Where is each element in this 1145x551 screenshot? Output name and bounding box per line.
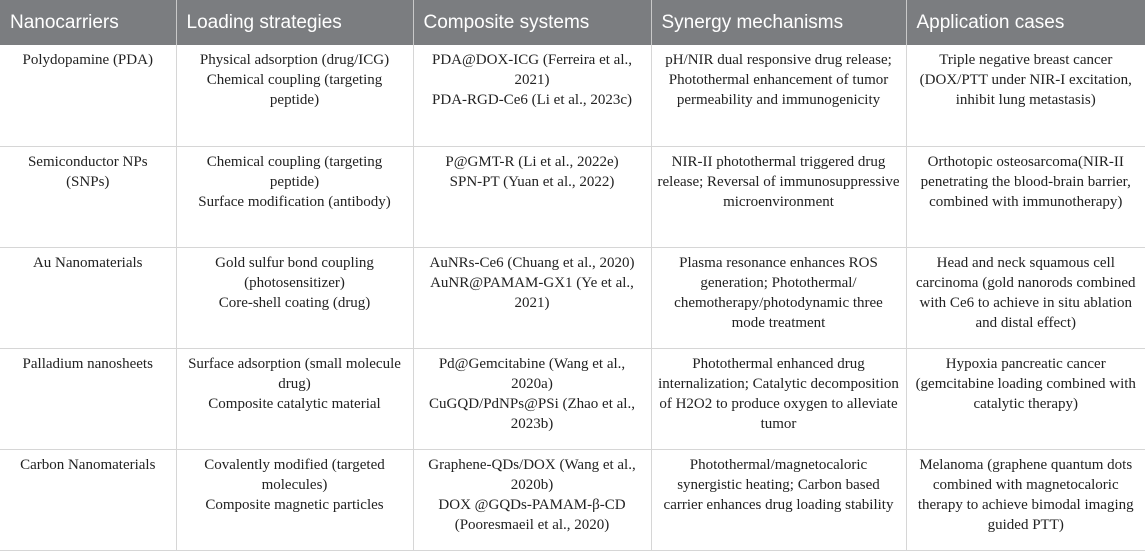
loading-line: Surface adsorption (small molecule drug)	[188, 355, 401, 392]
composite-line: PDA-RGD-Ce6 (Li et al., 2023c)	[432, 92, 632, 108]
cell-synergy: Photothermal/magnetocaloric synergistic heating; Carbon based carrier enhances drug loading stability	[651, 449, 906, 550]
table-row	[0, 449, 1145, 550]
cell-synergy: Photothermal enhanced drug internalization; Catalytic decomposition of H2O2 to produce oxygen to alleviate tumor	[651, 348, 906, 449]
composite-line: DOX @GQDs-PAMAM-β-CD (Pooresmaeil et al., 2020)	[438, 496, 626, 533]
table-row	[0, 146, 1145, 247]
cell-application: Melanoma (graphene quantum dots combined with magnetocaloric therapy to achieve bimodal imaging guided PTT)	[906, 449, 1145, 550]
cell-composite	[413, 146, 651, 247]
cell-composite	[413, 45, 651, 146]
loading-line: Chemical coupling (targeting peptide)	[206, 72, 383, 108]
composite-line: Graphene-QDs/DOX (Wang et al., 2020b)	[428, 456, 636, 493]
cell-nanocarrier: Semiconductor NPs (SNPs)	[0, 146, 176, 247]
loading-line: Gold sulfur bond coupling (photosensitizer)	[215, 254, 374, 291]
cell-composite	[413, 449, 651, 550]
loading-line: Physical adsorption (drug/ICG)	[199, 52, 390, 68]
table-row	[0, 45, 1145, 146]
cell-nanocarrier: Carbon Nanomaterials	[0, 449, 176, 550]
cell-application: Hypoxia pancreatic cancer (gemcitabine loading combined with catalytic therapy)	[906, 348, 1145, 449]
cell-application: Orthotopic osteosarcoma(NIR-II penetrating the blood-brain barrier, combined with immunotherapy)	[906, 146, 1145, 247]
composite-line: SPN-PT (Yuan et al., 2022)	[449, 173, 615, 190]
composite-line: AuNRs-Ce6 (Chuang et al., 2020)	[429, 254, 635, 271]
composite-line: AuNR@PAMAM-GX1 (Ye et al., 2021)	[430, 274, 634, 311]
header-synergy-mechanisms: Synergy mechanisms	[651, 0, 906, 45]
header-nanocarriers: Nanocarriers	[0, 0, 176, 45]
composite-line: P@GMT-R (Li et al., 2022e)	[445, 153, 619, 170]
cell-composite	[413, 348, 651, 449]
cell-nanocarrier: Palladium nanosheets	[0, 348, 176, 449]
cell-loading	[176, 449, 413, 550]
header-loading-strategies: Loading strategies	[176, 0, 413, 45]
cell-composite	[413, 247, 651, 348]
loading-line: Covalently modified (targeted molecules)	[204, 456, 385, 493]
header-application-cases: Application cases	[906, 0, 1145, 45]
loading-line: Composite catalytic material	[208, 395, 381, 412]
cell-synergy: NIR-II photothermal triggered drug release; Reversal of immunosuppressive microenvironment	[651, 146, 906, 247]
cell-loading	[176, 247, 413, 348]
cell-application: Triple negative breast cancer (DOX/PTT under NIR-I excitation, inhibit lung metastasis)	[906, 45, 1145, 146]
loading-line: Core-shell coating (drug)	[218, 294, 371, 311]
header-composite-systems: Composite systems	[413, 0, 651, 45]
table-header	[0, 0, 1145, 45]
cell-loading	[176, 146, 413, 247]
cell-nanocarrier: Au Nanomaterials	[0, 247, 176, 348]
loading-line: Composite magnetic particles	[205, 496, 384, 513]
loading-line: Surface modification (antibody)	[198, 193, 391, 210]
cell-nanocarrier: Polydopamine (PDA)	[0, 45, 176, 146]
table-row	[0, 348, 1145, 449]
cell-synergy: pH/NIR dual responsive drug release; Photothermal enhancement of tumor permeability and immunogenicity	[651, 45, 906, 146]
header-row	[0, 0, 1145, 45]
cell-synergy: Plasma resonance enhances ROS generation; Photothermal/ chemotherapy/photodynamic three mode treatment	[651, 247, 906, 348]
cell-application: Head and neck squamous cell carcinoma (gold nanorods combined with Ce6 to achieve in situ ablation and distal effect)	[906, 247, 1145, 348]
cell-loading	[176, 348, 413, 449]
composite-line: Pd@Gemcitabine (Wang et al., 2020a)	[438, 355, 626, 392]
cell-loading	[176, 45, 413, 146]
table-row	[0, 247, 1145, 348]
composite-line: CuGQD/PdNPs@PSi (Zhao et al., 2023b)	[429, 395, 635, 432]
table-body	[0, 45, 1145, 550]
loading-line: Chemical coupling (targeting peptide)	[206, 153, 383, 190]
composite-line: PDA@DOX-ICG (Ferreira et al., 2021)	[431, 52, 632, 88]
